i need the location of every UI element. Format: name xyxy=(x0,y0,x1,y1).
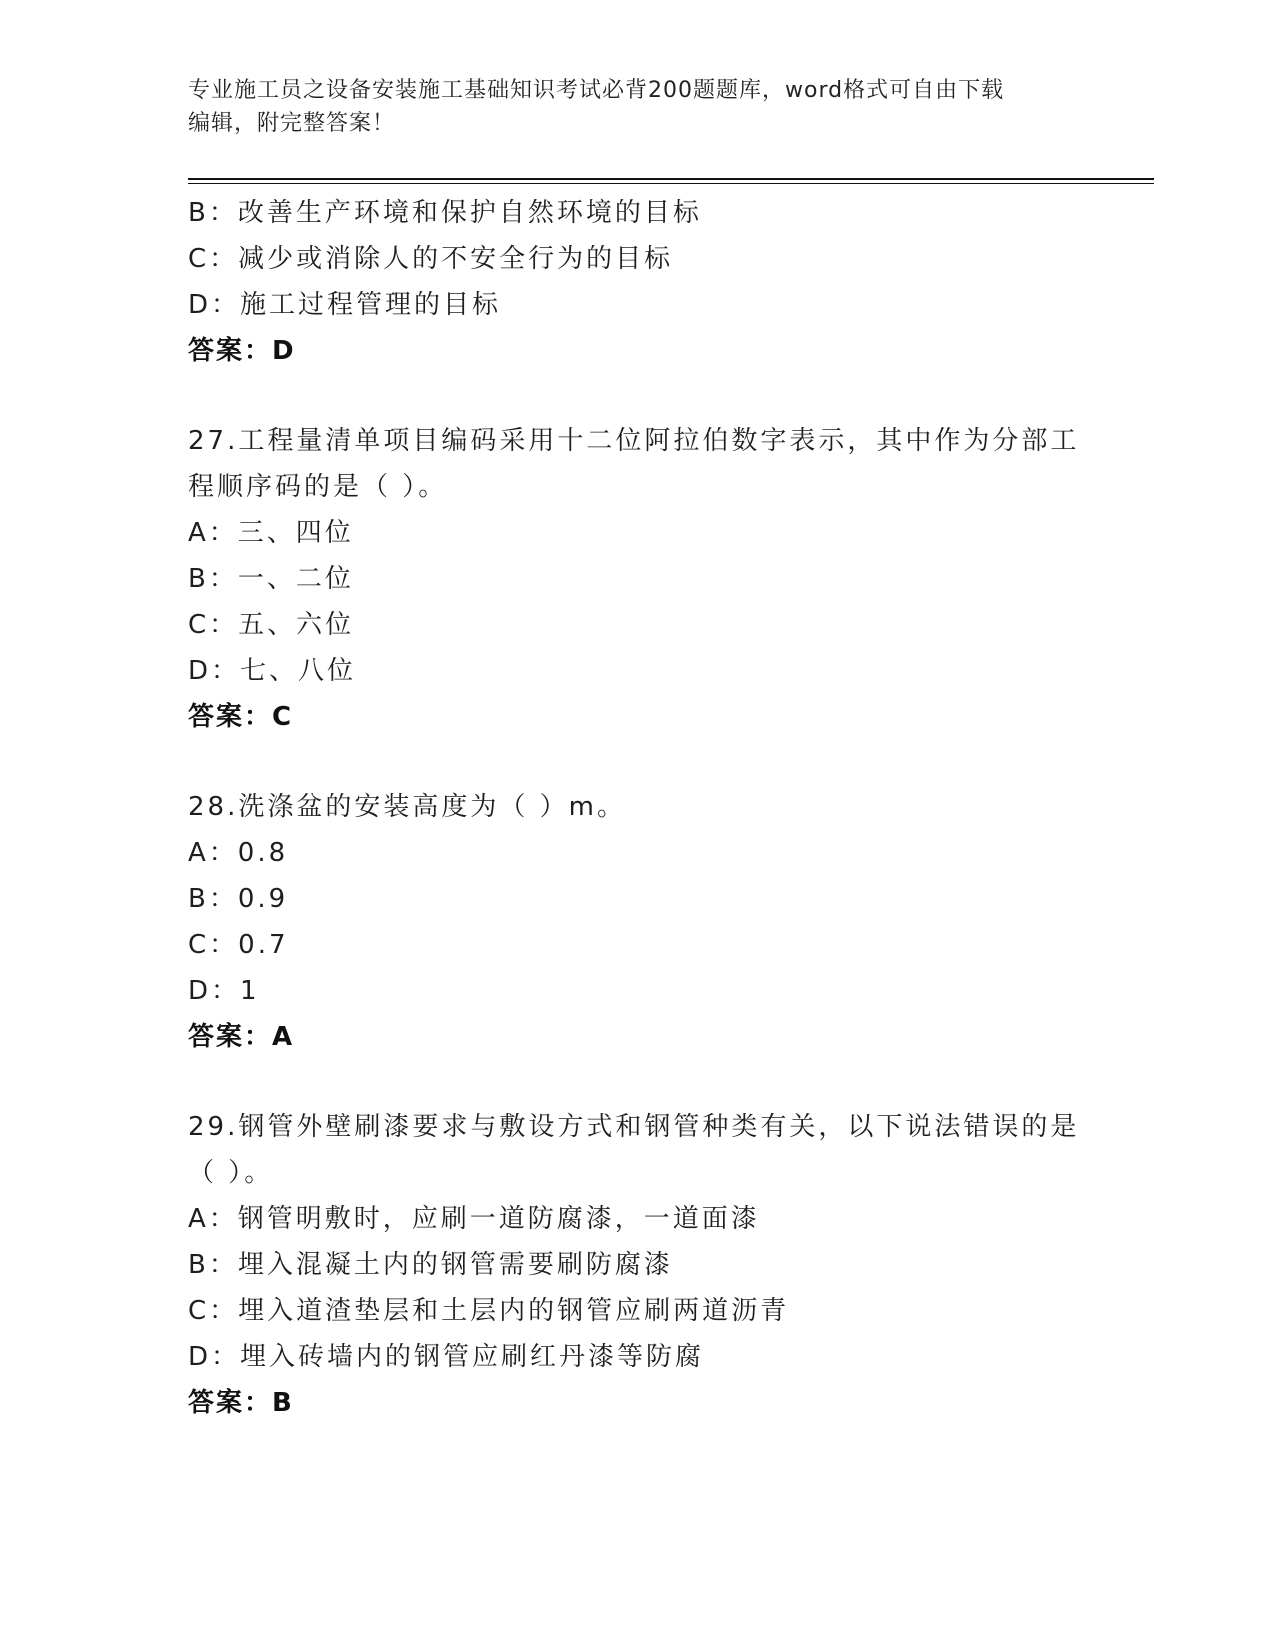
answer-line: 答案：C xyxy=(188,702,294,732)
option-b: B：0.9 xyxy=(188,884,289,914)
question-29 xyxy=(188,1104,1088,1426)
option-d: D：埋入砖墙内的钢管应刷红丹漆等防腐 xyxy=(188,1342,705,1372)
question-stem-line-2: 程顺序码的是（ ）。 xyxy=(188,472,448,502)
option-d: D：七、八位 xyxy=(188,656,357,686)
document-header xyxy=(188,74,1078,140)
question-stem-line-2: （ ）。 xyxy=(188,1158,274,1188)
question-stem-line-1: 27.工程量清单项目编码采用十二位阿拉伯数字表示，其中作为分部工 xyxy=(188,426,1080,456)
answer-line: 答案：B xyxy=(188,1388,294,1418)
header-title-line-1: 专业施工员之设备安装施工基础知识考试必背200题题库，word格式可自由下载 xyxy=(188,78,1005,103)
option-b: B：改善生产环境和保护自然环境的目标 xyxy=(188,198,702,228)
header-divider-thick xyxy=(188,178,1154,180)
answer-line: 答案：D xyxy=(188,336,296,366)
question-list xyxy=(188,190,1088,1426)
option-a: A：三、四位 xyxy=(188,518,354,548)
question-spacer xyxy=(188,740,1088,784)
option-b: B：一、二位 xyxy=(188,564,354,594)
option-a: A：钢管明敷时，应刷一道防腐漆，一道面漆 xyxy=(188,1204,760,1234)
question-stem-line-1: 29.钢管外壁刷漆要求与敷设方式和钢管种类有关，以下说法错误的是 xyxy=(188,1112,1080,1142)
option-d: D：1 xyxy=(188,976,260,1006)
answer-line: 答案：A xyxy=(188,1022,295,1052)
question-27 xyxy=(188,418,1088,740)
question-spacer xyxy=(188,374,1088,418)
option-c: C：埋入道渣垫层和土层内的钢管应刷两道沥青 xyxy=(188,1296,790,1326)
option-a: A：0.8 xyxy=(188,838,289,868)
header-title-line-2: 编辑，附完整答案！ xyxy=(188,111,396,136)
question-spacer xyxy=(188,1060,1088,1104)
header-divider-thin xyxy=(188,183,1154,184)
option-c: C：减少或消除人的不安全行为的目标 xyxy=(188,244,674,274)
option-c: C：五、六位 xyxy=(188,610,355,640)
option-d: D：施工过程管理的目标 xyxy=(188,290,502,320)
option-b: B：埋入混凝土内的钢管需要刷防腐漆 xyxy=(188,1250,673,1280)
question-28 xyxy=(188,784,1088,1060)
option-c: C：0.7 xyxy=(188,930,289,960)
question-carryover xyxy=(188,190,1088,374)
question-stem-line-1: 28.洗涤盆的安装高度为（ ）m。 xyxy=(188,792,626,822)
